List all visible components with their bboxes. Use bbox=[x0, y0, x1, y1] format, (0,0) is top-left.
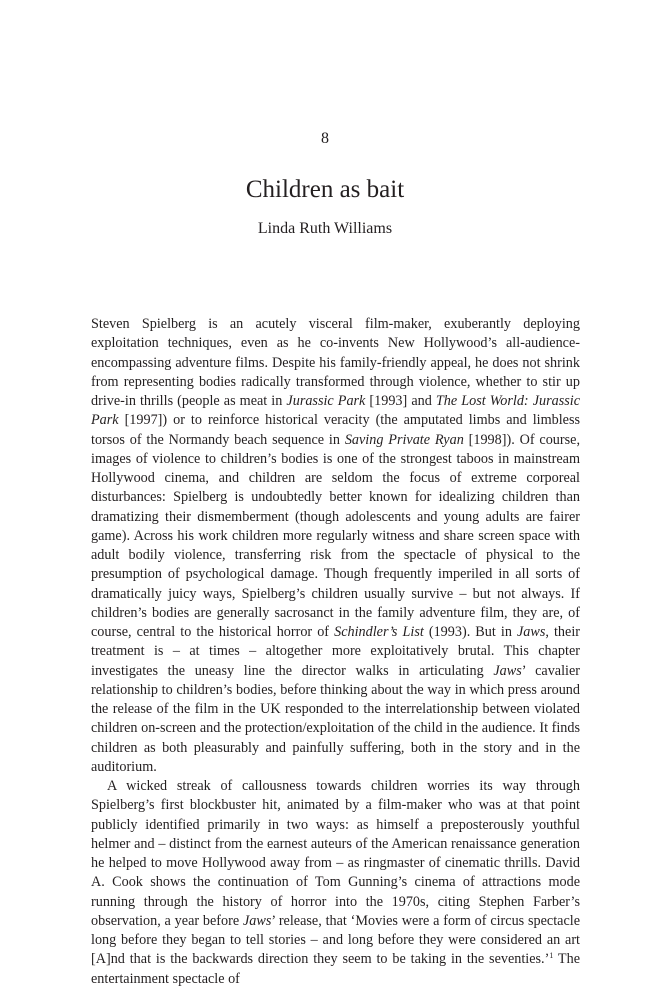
paragraph-1 bbox=[91, 315, 580, 777]
film-title: The Lost World: Jurassic Park bbox=[91, 393, 581, 429]
text-run: [1998]). Of course, images of violence to children’s bodies is one of the strongest taboos in mainstream Hollywood cinema, and children are seldom the focus of extreme corporeal disturbances: Spielberg is undoubtedly better known for idealizing children than dramatizing their dismemberment (though adolescents and young adults are fairer game). Across his work children more regularly witness and share screen space with adult bodily violence, transferring risk from the spectacle of physical to the presumption of psychological damage. Though frequently imperiled in all sorts of dramatically juicy ways, Spielberg’s children usually survive – but not always. If children’s bodies are generally sacrosanct in the family adventure film, they are, of course, central to the historical horror of bbox=[91, 431, 580, 640]
paragraph-2 bbox=[91, 777, 580, 989]
film-title: Saving Private Ryan bbox=[344, 431, 464, 448]
film-title: Jaws bbox=[517, 624, 546, 640]
chapter-number: 8 bbox=[321, 130, 329, 147]
chapter-author: Linda Ruth Williams bbox=[257, 220, 393, 237]
text-run: , their treatment is – at times – altogether more exploitatively brutal. This chapter investigates the uneasy line the director walks in articulating bbox=[91, 624, 580, 679]
chapter-title: Children as bait bbox=[245, 176, 405, 203]
text-run: [1993] and bbox=[365, 393, 436, 409]
film-title: Schindler’s List bbox=[334, 624, 424, 640]
film-title: Jurassic Park bbox=[286, 393, 366, 409]
film-title: Jaws bbox=[242, 912, 272, 929]
text-run: [1997]) or to reinforce historical veracity (the amputated limbs and limbless torsos of the Normandy beach sequence in bbox=[91, 412, 580, 448]
film-title: Jaws bbox=[493, 662, 522, 679]
text-run: The entertainment spectacle of bbox=[91, 951, 580, 987]
footnote-marker[interactable]: 1 bbox=[549, 951, 554, 961]
text-run: Steven Spielberg is an acutely visceral film-maker, exuberantly deploying exploitation techniques, even as he co-invents New Hollywood’s all-audience-encompassing adventure films. Despite his family-friendly appeal, he does not shrink from representing bodies radically transformed through violence, whether to stir up drive-in thrills (people as meat in bbox=[91, 316, 580, 409]
text-run: (1993). But in bbox=[423, 624, 517, 640]
text-run: ’ cavalier relationship to children’s bodies, before thinking about the way in which press around the release of the film in the UK responded to the interrelationship between violated children on-screen and the protection/exploitation of the child in the audience. It finds children as both pleasurably and painfully suffering, both in the story and in the auditorium. bbox=[91, 662, 580, 775]
text-run: ’ release, that ‘Movies were a form of circus spectacle long before they began to tell stories – and long before they were considered an art [A]nd that is the backwards direction they seem to be taking in the seventies.’ bbox=[91, 912, 580, 968]
text-run: A wicked streak of callousness towards children worries its way through Spielberg’s first blockbuster hit, animated by a film-maker who was at that point publicly identified primarily in two ways: as himself a preposterously youthful helmer and – distinct from the earnest auteurs of the American renaissance generation he helped to move Hollywood away from – as ringmaster of cinematic thrills. David A. Cook shows the continuation of Tom Gunning’s cinema of attractions mode running through the history of horror into the 1970s, citing Stephen Farber’s observation, a year before bbox=[91, 778, 580, 929]
body-text bbox=[91, 315, 580, 989]
